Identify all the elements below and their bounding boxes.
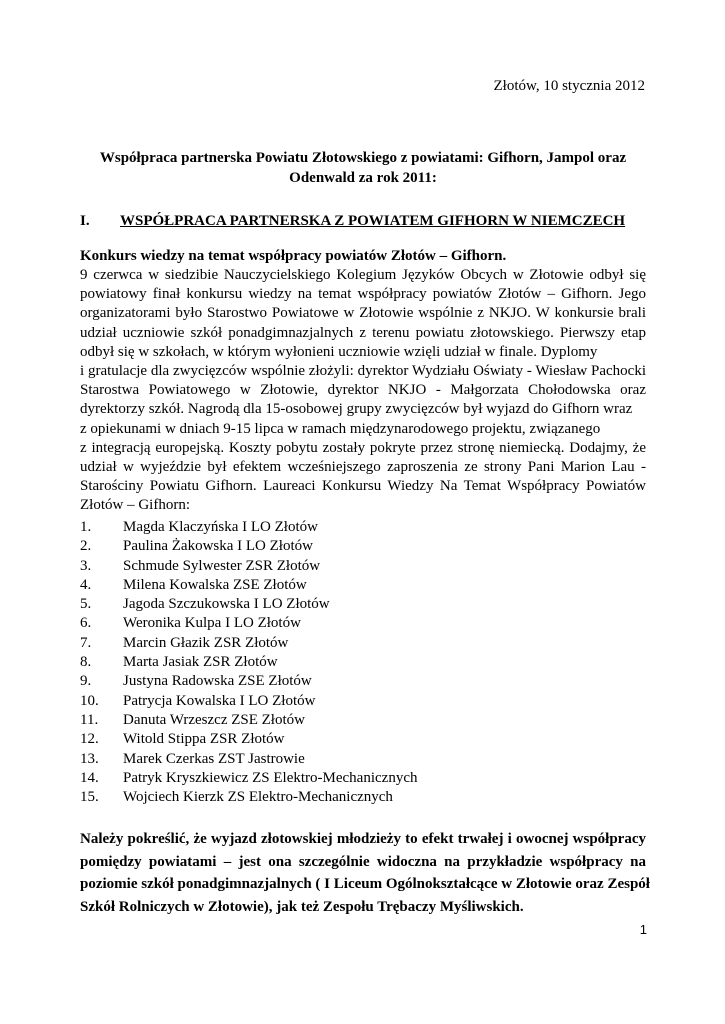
- list-item-name: Weronika Kulpa I LO Złotów: [123, 615, 301, 632]
- list-item: [80, 653, 417, 672]
- list-item-name: Marek Czerkas ZST Jastrowie: [123, 750, 305, 767]
- subsection-heading: Konkurs wiedzy na temat współpracy powiatów Złotów – Gifhorn.: [80, 248, 507, 264]
- list-item-number: 3.: [80, 557, 92, 574]
- paragraph-line: z opiekunami w dniach 9-15 lipca w ramach międzynarodowego projektu, związanego: [80, 420, 601, 437]
- list-item-name: Schmude Sylwester ZSR Złotów: [123, 557, 321, 574]
- list-item-name: Justyna Radowska ZSE Złotów: [123, 673, 312, 690]
- list-item-number: 2.: [80, 538, 92, 555]
- paragraph-line: Starostwa Powiatowego w Złotowie, dyrektor NKJO - Małgorzata Chołodowska oraz: [80, 382, 646, 399]
- list-item: [80, 769, 417, 788]
- list-item-number: 9.: [80, 673, 92, 690]
- list-item: [80, 750, 417, 769]
- closing-paragraph: [80, 828, 650, 918]
- list-item-name: Jagoda Szczukowska I LO Złotów: [123, 596, 330, 613]
- list-item-name: Danuta Wrzeszcz ZSE Złotów: [123, 711, 305, 728]
- list-item: [80, 576, 417, 595]
- document-date: Złotów, 10 stycznia 2012: [493, 78, 645, 94]
- list-item: [80, 614, 417, 633]
- body-paragraph: [80, 266, 646, 515]
- list-item: [80, 518, 417, 537]
- section-title: WSPÓŁPRACA PARTNERSKA Z POWIATEM GIFHORN W NIEMCZECH: [120, 213, 626, 229]
- paragraph-line: organizatorami było Starostwo Powiatowe w Złotowie wspólnie z NKJO. W konkursie brali: [80, 305, 646, 322]
- list-item-number: 6.: [80, 615, 92, 632]
- page-number: 1: [639, 922, 647, 937]
- list-item-number: 14.: [80, 769, 99, 786]
- paragraph-line: z integracją europejską. Koszty pobytu zostały pokryte przez stronę niemiecką. Dodajmy, że: [80, 439, 646, 456]
- list-item-name: Wojciech Kierzk ZS Elektro-Mechanicznych: [123, 789, 393, 806]
- document-title-line-2: Odenwald za rok 2011:: [289, 170, 437, 186]
- paragraph-line: Złotów – Gifhorn:: [80, 497, 190, 514]
- list-item-number: 8.: [80, 654, 92, 671]
- list-item-name: Marcin Głazik ZSR Złotów: [123, 634, 289, 651]
- list-item: [80, 537, 417, 556]
- section-number: I.: [80, 213, 90, 229]
- list-item-number: 1.: [80, 519, 92, 535]
- list-item-name: Milena Kowalska ZSE Złotów: [123, 576, 307, 593]
- list-item-number: 10.: [80, 692, 99, 709]
- paragraph-line: udział w wyjeździe był efektem wcześniejszego zaproszenia ze strony Pani Marion Lau -: [80, 458, 646, 475]
- paragraph-line: udział uczniowie szkół ponadgimnazjalnych z terenu powiatu złotowskiego. Pierwszy etap: [80, 324, 646, 341]
- closing-line: Należy pokreślić, że wyjazd złotowskiej młodzieży to efekt trwałej i owocnej współpracy: [80, 831, 646, 847]
- list-item: [80, 730, 417, 749]
- list-item: [80, 692, 417, 711]
- document-title-line-1: Współpraca partnerska Powiatu Złotowskiego z powiatami: Gifhorn, Jampol oraz: [99, 150, 627, 166]
- list-item-number: 15.: [80, 789, 99, 806]
- list-item-number: 5.: [80, 596, 92, 613]
- list-item: [80, 557, 417, 576]
- paragraph-line: i gratulacje dla zwycięzców wspólnie złożyli: dyrektor Wydziału Oświaty - Wiesław Pachocki: [80, 362, 646, 379]
- list-item-number: 12.: [80, 731, 99, 748]
- paragraph-line: Starościny Powiatu Gifhorn. Laureaci Konkursu Wiedzy Na Temat Współpracy Powiatów: [80, 478, 646, 495]
- list-item-number: 4.: [80, 576, 92, 593]
- paragraph-line: 9 czerwca w siedzibie Nauczycielskiego Kolegium Języków Obcych w Złotowie odbył się: [80, 267, 646, 283]
- list-item-name: Paulina Żakowska I LO Złotów: [123, 538, 313, 555]
- paragraph-line: powiatowy finał konkursu wiedzy na temat współpracy powiatów Złotów – Gifhorn. Jego: [80, 286, 646, 303]
- closing-line: pomiędzy powiatami – jest ona szczególnie widoczna na przykładzie współpracy na: [80, 853, 646, 870]
- closing-line: Szkół Rolniczych w Złotowie), jak też Zespołu Trębaczy Myśliwskich.: [80, 898, 524, 915]
- list-item-number: 13.: [80, 750, 99, 767]
- winners-list: [80, 518, 417, 807]
- list-item: [80, 711, 417, 730]
- list-item-name: Marta Jasiak ZSR Złotów: [123, 654, 278, 671]
- list-item-name: Witold Stippa ZSR Złotów: [123, 731, 285, 748]
- list-item-name: Patrycja Kowalska I LO Złotów: [123, 692, 316, 709]
- list-item: [80, 788, 417, 807]
- list-item: [80, 634, 417, 653]
- list-item: [80, 672, 417, 691]
- closing-line: poziomie szkół ponadgimnazjalnych ( I Liceum Ogólnokształcące w Złotowie oraz Zespół: [80, 876, 650, 892]
- paragraph-line: odbył się w szkołach, w którym wyłonieni uczniowie wzięli udział w finale. Dyplomy: [80, 343, 598, 360]
- list-item-number: 7.: [80, 634, 92, 651]
- paragraph-line: dyrektorzy szkół. Nagrodą dla 15-osobowej grupy zwycięzców był wyjazd do Gifhorn wraz: [80, 401, 633, 418]
- section-heading: [80, 211, 646, 231]
- list-item: [80, 595, 417, 614]
- list-item-name: Patryk Kryszkiewicz ZS Elektro-Mechanicznych: [123, 769, 418, 786]
- list-item-number: 11.: [80, 711, 99, 728]
- document-title: [80, 148, 646, 188]
- list-item-name: Magda Klaczyńska I LO Złotów: [123, 519, 318, 535]
